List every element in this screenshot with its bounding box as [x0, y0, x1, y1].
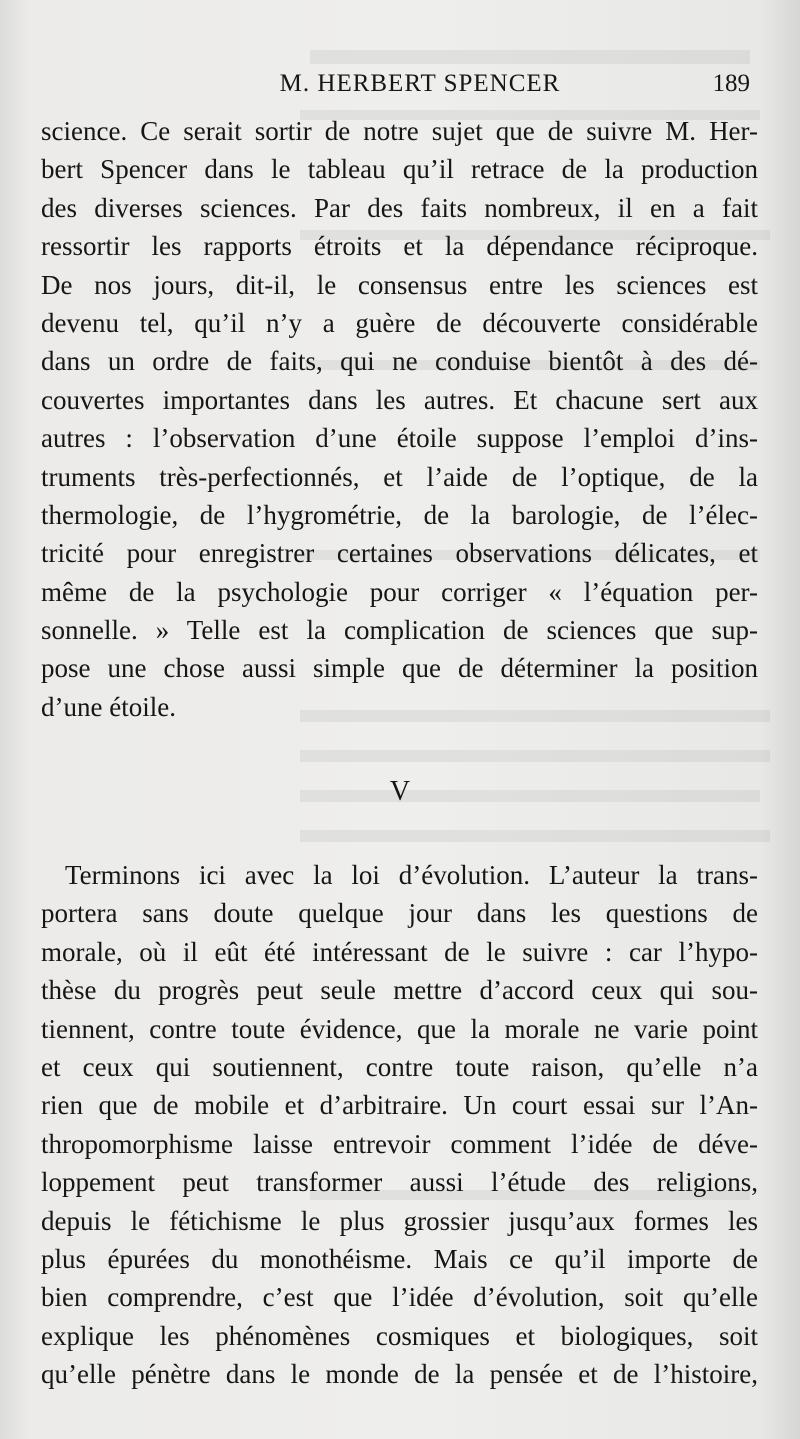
running-head: M. HERBERT SPENCER [279, 70, 561, 97]
text-line: rien que de mobile et d’arbitraire. Un court essai sur l’An- [41, 1090, 758, 1121]
page-header [40, 66, 760, 102]
text-line: couvertes importantes dans les autres. Et chacune sert aux [41, 384, 758, 415]
text-line: d’une étoile. [41, 691, 176, 722]
text-line: même de la psychologie pour corriger « l’équation per- [41, 576, 758, 607]
text-line: De nos jours, dit-il, le consensus entre les sciences est [41, 269, 758, 300]
text-line: tricité pour enregistrer certaines observations délicates, et [41, 538, 758, 569]
text-line: loppement peut transformer aussi l’étude des religions, [41, 1167, 758, 1198]
text-line: bert Spencer dans le tableau qu’il retrace de la production [41, 154, 758, 185]
text-line: depuis le fétichisme le plus grossier jusqu’aux formes les [41, 1205, 758, 1236]
text-line: bien comprendre, c’est que l’idée d’évolution, soit qu’elle [41, 1282, 758, 1313]
text-line: thèse du progrès peut seule mettre d’accord ceux qui sou- [41, 975, 758, 1006]
text-line: explique les phénomènes cosmiques et biologiques, soit [41, 1320, 758, 1351]
text-line: des diverses sciences. Par des faits nombreux, il en a fait [41, 192, 758, 223]
text-line: ressortir les rapports étroits et la dépendance réciproque. [41, 231, 758, 262]
text-line: portera sans doute quelque jour dans les questions de [41, 898, 758, 929]
section-heading: V [389, 776, 411, 807]
page-number: 189 [712, 70, 750, 97]
text-line: dans un ordre de faits, qui ne conduise bientôt à des dé- [41, 346, 758, 377]
text-line: sonnelle. » Telle est la complication de sciences que sup- [41, 615, 758, 646]
text-line: science. Ce serait sortir de notre sujet que de suivre M. Her- [41, 116, 758, 146]
text-line: morale, où il eût été intéressant de le suivre : car l’hypo- [41, 936, 758, 967]
text-line: tiennent, contre toute évidence, que la morale ne varie point [41, 1013, 758, 1044]
text-line: et ceux qui soutiennent, contre toute raison, qu’elle n’a [41, 1051, 758, 1082]
text-line: Terminons ici avec la loi d’évolution. L’auteur la trans- [65, 860, 758, 890]
paragraph-2 [41, 856, 758, 1393]
text-line: plus épurées du monothéisme. Mais ce qu’il importe de [41, 1243, 758, 1274]
text-line: thermologie, de l’hygrométrie, de la barologie, de l’élec- [41, 499, 758, 530]
text-line: devenu tel, qu’il n’y a guère de découverte considérable [41, 307, 758, 338]
text-line: autres : l’observation d’une étoile suppose l’emploi d’ins- [41, 423, 758, 454]
text-line: pose une chose aussi simple que de déterminer la position [41, 653, 758, 684]
text-line: qu’elle pénètre dans le monde de la pensée et de l’histoire, [41, 1359, 758, 1390]
text-line: truments très-perfectionnés, et l’aide de l’optique, de la [41, 461, 758, 492]
paragraph-1 [41, 112, 758, 726]
text-line: thropomorphisme laisse entrevoir comment l’idée de déve- [41, 1128, 758, 1159]
